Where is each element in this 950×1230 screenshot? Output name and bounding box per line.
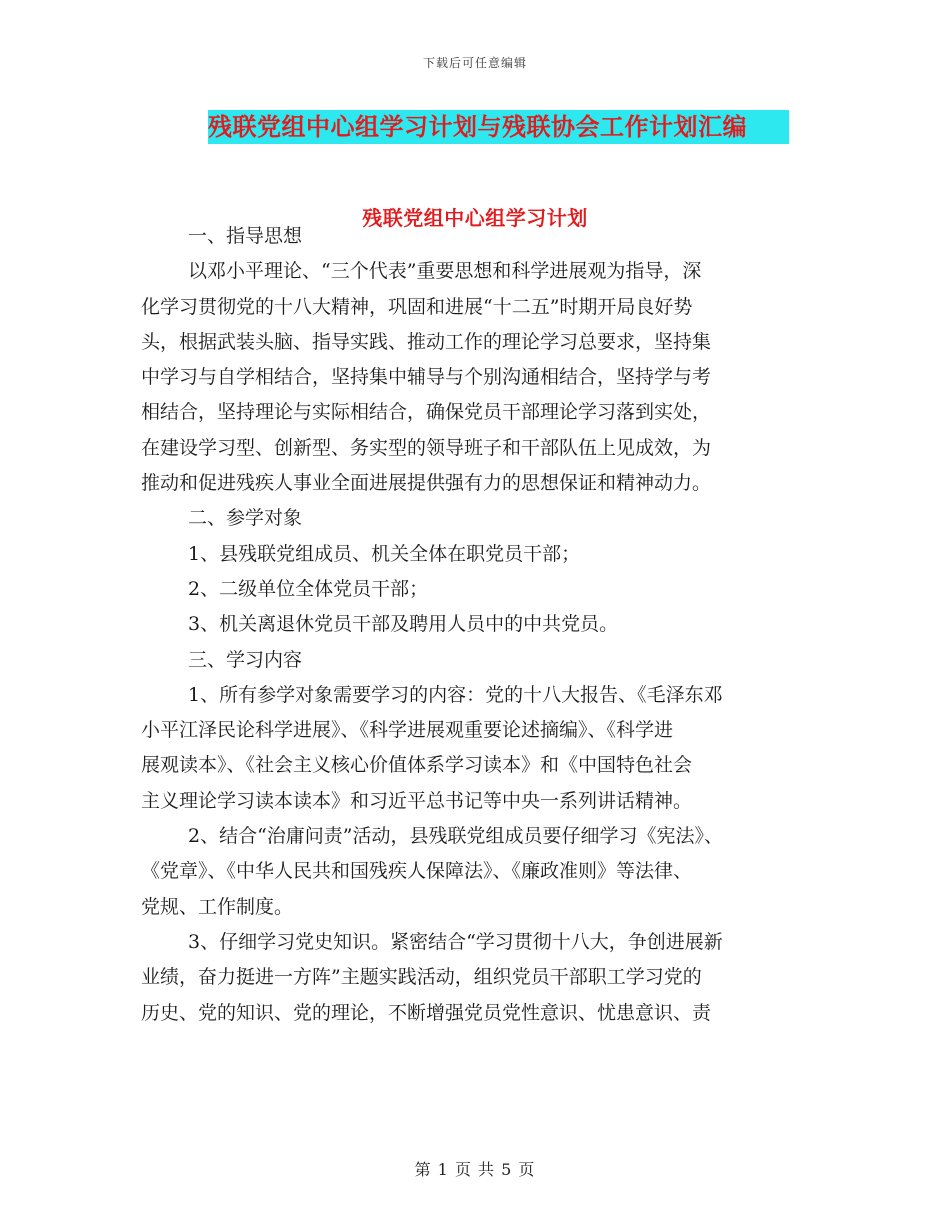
body-line: 历史、党的知识、党的理论，不断增强党员党性意识、忧患意识、责 [141,1001,712,1024]
body-line: 相结合，坚持理论与实际相结合，确保党员干部理论学习落到实处， [141,401,712,424]
body-line: 业绩，奋力挺进一方阵”主题实践活动，组织党员干部职工学习党的 [141,966,702,989]
body-line: 2、二级单位全体党员干部； [188,577,429,600]
body-line: 推动和促进残疾人事业全面进展提供强有力的思想保证和精神动力。 [141,472,712,495]
body-line: 3、机关离退休党员干部及聘用人员中的中共党员。 [188,613,619,636]
body-line: 头，根据武装头脑、指导实践、推动工作的理论学习总要求，坚持集 [141,330,712,353]
body-line: 1、所有参学对象需要学习的内容：党的十八大报告、《毛泽东邓 [188,683,723,706]
body-line: 以邓小平理论、“三个代表”重要思想和科学进展观为指导，深 [188,260,702,283]
body-line: 党规、工作制度。 [141,895,294,918]
document-title: 残联党组中心组学习计划与残联协会工作计划汇编 [208,113,747,141]
body-line: 主义理论学习读本读本》和习近平总书记等中央一系列讲话精神。 [141,789,693,812]
body-line: 化学习贯彻党的十八大精神，巩固和进展“十二五”时期开局良好势 [141,295,693,318]
body-line: 一、指导思想 [188,225,303,247]
body-line: 展观读本》、《社会主义核心价值体系学习读本》和《中国特色社会 [141,754,693,777]
section-title: 残联党组中心组学习计划 [362,206,588,230]
body-line: 中学习与自学相结合，坚持集中辅导与个别沟通相结合，坚持学与考 [141,366,712,389]
page-footer: 第 1 页 共 5 页 [414,1160,536,1179]
document-body [141,219,821,1031]
page-header-note: 下载后可任意编辑 [422,56,527,70]
body-line: 2、结合“治庸问责”活动，县残联党组成员要仔细学习《宪法》、 [188,825,724,848]
document-title-highlight [208,110,789,144]
body-line: 3、仔细学习党史知识。紧密结合“学习贯彻十八大，争创进展新 [188,930,723,953]
body-line: 1、县残联党组成员、机关全体在职党员干部； [188,542,581,565]
body-line: 在建设学习型、创新型、务实型的领导班子和干部队伍上见成效，为 [141,436,712,459]
body-line: 二、参学对象 [188,507,303,530]
body-line: 小平江泽民论科学进展》、《科学进展观重要论述摘编》、《科学进 [141,719,674,742]
body-line: 《党章》、《中华人民共和国残疾人保障法》、《廉政准则》等法律、 [141,860,693,883]
body-line: 三、学习内容 [188,648,303,671]
